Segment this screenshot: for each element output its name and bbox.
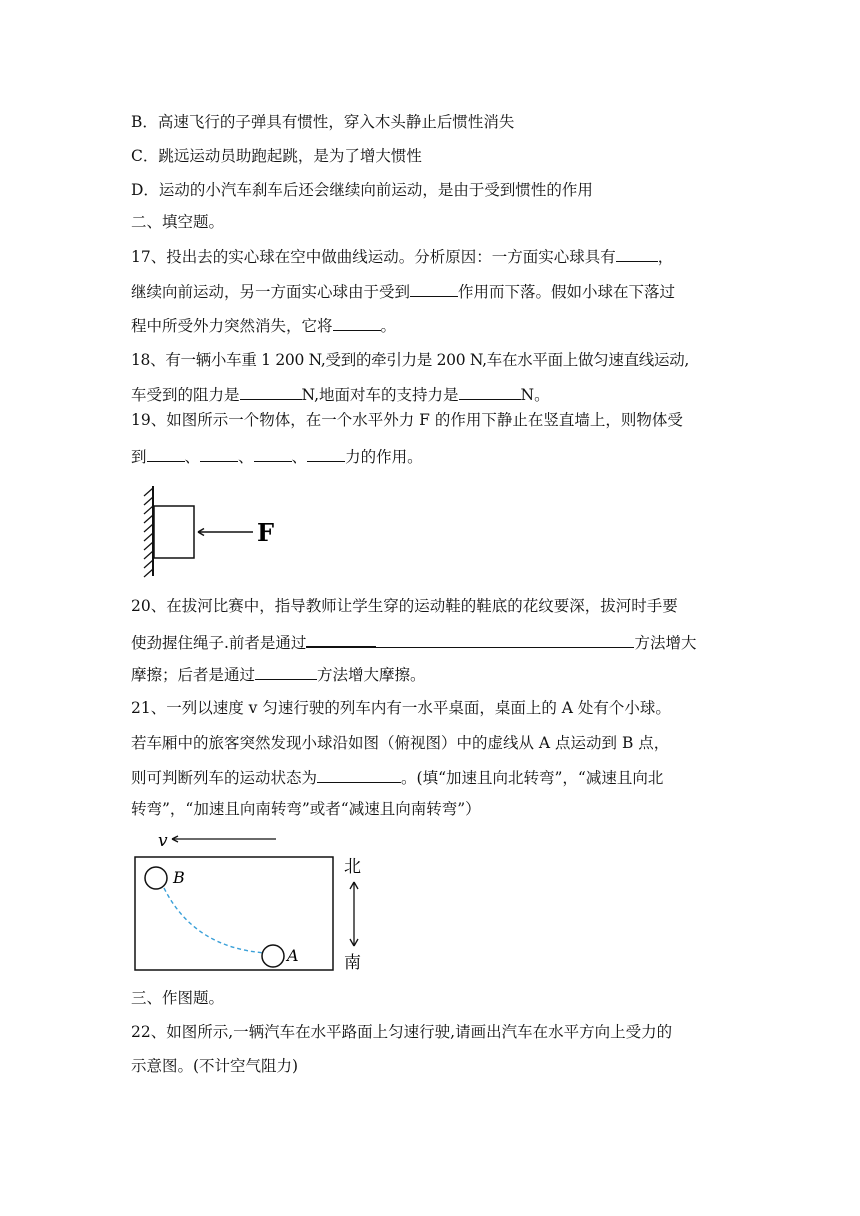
- q19-text: 力的作用。: [345, 448, 423, 466]
- option-c: C．跳远运动员助跑起跳，是为了增大惯性: [131, 147, 422, 165]
- answer-blank[interactable]: [306, 631, 376, 648]
- q21-line-2: 若车厢中的旅客突然发现小球沿如图（俯视图）中的虚线从 A 点运动到 B 点，: [131, 734, 670, 752]
- answer-blank[interactable]: [147, 446, 185, 462]
- q20-text: 方法增大: [634, 634, 697, 652]
- q18-text: 车受到的阻力是: [131, 386, 240, 404]
- answer-blank[interactable]: [240, 384, 302, 400]
- block: [154, 506, 194, 558]
- q19-text: 到: [131, 448, 147, 466]
- q19-line-2: [131, 446, 423, 467]
- ball-b: [145, 867, 167, 889]
- answer-blank[interactable]: [255, 664, 317, 680]
- answer-blank[interactable]: [616, 246, 658, 262]
- q17-line-1: [131, 246, 673, 267]
- q21-line-1: 21、一列以速度 v 匀速行驶的列车内有一水平桌面，桌面上的 A 处有个小球。: [131, 699, 671, 717]
- answer-blank[interactable]: [376, 632, 634, 648]
- q21-line-3: [131, 767, 663, 788]
- q20-text: 方法增大摩擦。: [317, 666, 426, 684]
- q20-text: 使劲握住绳子.前者是通过: [131, 634, 307, 652]
- q17-text: 作用而下落。假如小球在下落过: [458, 283, 676, 301]
- q20-line-2: [131, 631, 696, 653]
- section-heading-drawing: 三、作图题。: [131, 989, 225, 1007]
- section-heading-fill: 二、填空题。: [131, 213, 225, 231]
- q18-line-2: [131, 384, 550, 405]
- q21-line-4: 转弯”，“加速且向南转弯”或者“减速且向南转弯”）: [131, 800, 481, 818]
- q17-text: 。: [380, 317, 397, 335]
- velocity-label: v: [158, 831, 168, 851]
- q20-line-3: [131, 664, 426, 685]
- ball-path: [164, 888, 266, 953]
- q17-text: 17、投出去的实心球在空中做曲线运动。分析原因：一方面实心球具有: [131, 248, 616, 266]
- answer-blank[interactable]: [459, 384, 521, 400]
- q17-line-2: [131, 281, 675, 302]
- force-label: F: [257, 518, 275, 547]
- answer-blank[interactable]: [410, 281, 458, 297]
- hatched-wall: [144, 486, 153, 577]
- wall-block-figure: [138, 484, 278, 580]
- q17-text: 程中所受外力突然消失，它将: [131, 317, 333, 335]
- q21-text: 则可判断列车的运动状态为: [131, 769, 318, 787]
- q17-text: ，: [657, 248, 674, 266]
- q19-text: 、: [291, 448, 308, 466]
- answer-blank[interactable]: [333, 315, 381, 331]
- q19-line-1: 19、如图所示一个物体，在一个水平外力 F 的作用下静止在竖直墙上，则物体受: [131, 411, 683, 429]
- q18-line-1: 18、有一辆小车重 1 200 N,受到的牵引力是 200 N,车在水平面上做匀速直线运动,: [131, 351, 690, 369]
- q20-text: 摩擦；后者是通过: [131, 666, 256, 684]
- q19-text: 、: [184, 448, 201, 466]
- q21-text: 。(填“加速且向北转弯”，“减速且向北: [401, 769, 664, 787]
- north-label: 北: [344, 857, 361, 877]
- q22-line-1: 22、如图所示,一辆汽车在水平路面上匀速行驶,请画出汽车在水平方向上受力的: [131, 1023, 673, 1041]
- option-d: D．运动的小汽车刹车后还会继续向前运动，是由于受到惯性的作用: [131, 181, 593, 199]
- point-b-label: B: [173, 868, 185, 887]
- south-label: 南: [344, 953, 361, 973]
- q22-line-2: 示意图。(不计空气阻力): [131, 1057, 299, 1075]
- q20-line-1: 20、在拔河比赛中，指导教师让学生穿的运动鞋的鞋底的花纹要深，拔河时手要: [131, 597, 678, 615]
- answer-blank[interactable]: [307, 446, 345, 462]
- option-b: B．高速飞行的子弹具有惯性，穿入木头静止后惯性消失: [131, 113, 515, 131]
- answer-blank[interactable]: [317, 767, 401, 783]
- train-table-figure: [126, 822, 376, 980]
- q17-line-3: [131, 315, 396, 336]
- q19-text: 、: [238, 448, 254, 466]
- point-a-label: A: [287, 946, 299, 965]
- q18-text: N,地面对车的支持力是: [301, 386, 459, 404]
- q17-text: 继续向前运动，另一方面实心球由于受到: [131, 283, 411, 301]
- ball-a: [262, 945, 284, 967]
- answer-blank[interactable]: [200, 446, 238, 462]
- q18-text: N。: [520, 386, 550, 404]
- answer-blank[interactable]: [254, 446, 292, 462]
